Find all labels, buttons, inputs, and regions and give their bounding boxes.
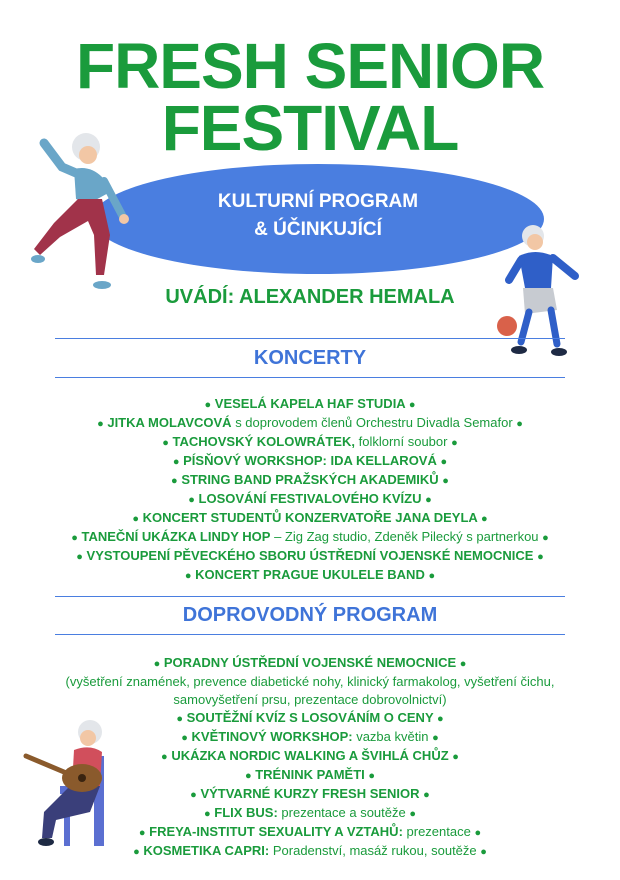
bullet-icon: ●	[537, 551, 544, 563]
list-item	[0, 785, 620, 804]
list-item	[0, 471, 620, 490]
divider	[55, 634, 565, 635]
list-item	[0, 528, 620, 547]
banner-line1: KULTURNÍ PROGRAM	[217, 191, 419, 212]
bullet-icon: ●	[184, 570, 192, 582]
bullet-icon: ●	[71, 532, 78, 544]
list-item	[0, 395, 620, 414]
item-detail: vazba květin	[352, 729, 429, 744]
bullet-icon: ●	[423, 789, 430, 801]
item-text: VESELÁ KAPELA HAF STUDIA	[214, 396, 406, 411]
item-detail: Poradenství, masáž rukou, soutěže	[269, 843, 477, 858]
bullet-icon: ●	[97, 418, 104, 430]
list-item	[0, 509, 620, 528]
item-text: TACHOVSKÝ KOLOWRÁTEK,	[172, 434, 355, 449]
bullet-icon: ●	[132, 513, 140, 525]
dancing-senior-woman-illustration	[30, 125, 138, 300]
festival-title-line1: FRESH SENIOR	[75, 30, 545, 102]
item-text: VYSTOUPENÍ PĚVECKÉHO SBORU ÚSTŘEDNÍ VOJENSKÉ NEMOCNICE	[86, 548, 534, 563]
bullet-icon: ●	[181, 732, 188, 744]
bullet-icon: ●	[516, 418, 523, 430]
list-item	[0, 452, 620, 471]
item-text: KONCERT PRAGUE UKULELE BAND	[195, 567, 425, 582]
list-item	[0, 823, 620, 842]
bullet-icon: ●	[190, 789, 197, 801]
list-item	[0, 842, 620, 861]
divider	[55, 338, 565, 339]
list-item	[0, 654, 620, 673]
list-item	[0, 566, 620, 585]
item-text: PÍSŇOVÝ WORKSHOP: IDA KELLAROVÁ	[183, 453, 437, 468]
bullet-icon: ●	[480, 513, 488, 525]
festival-title-line2: FESTIVAL	[161, 92, 459, 164]
banner-line2: & ÚČINKUJÍCÍ	[254, 219, 382, 240]
item-text: KOSMETIKA CAPRI:	[143, 843, 270, 858]
list-item	[0, 728, 620, 747]
bullet-icon: ●	[162, 437, 169, 449]
item-text: SOUTĚŽNÍ KVÍZ S LOSOVÁNÍM O CENY	[186, 710, 434, 725]
bullet-icon: ●	[432, 732, 439, 744]
list-item	[0, 433, 620, 452]
bullet-icon: ●	[474, 827, 482, 839]
bullet-icon: ●	[459, 658, 467, 670]
list-item	[0, 490, 620, 509]
bullet-icon: ●	[428, 570, 436, 582]
bullet-icon: ●	[244, 770, 252, 782]
item-text: VÝTVARNÉ KURZY FRESH SENIOR	[200, 786, 420, 801]
list-item	[0, 766, 620, 785]
bullet-icon: ●	[176, 713, 183, 725]
bullet-icon: ●	[153, 658, 161, 670]
bullet-icon: ●	[442, 475, 449, 487]
bullet-icon: ●	[133, 846, 140, 858]
concerts-list	[0, 395, 620, 585]
bullet-icon: ●	[409, 808, 417, 820]
bullet-icon: ●	[161, 751, 168, 763]
item-text: LOSOVÁNÍ FESTIVALOVÉHO KVÍZU	[198, 491, 422, 506]
divider	[55, 596, 565, 597]
list-item	[0, 414, 620, 433]
list-item	[0, 547, 620, 566]
bullet-icon: ●	[368, 770, 376, 782]
host-line: UVÁDÍ: ALEXANDER HEMALA	[165, 286, 455, 308]
bullet-icon: ●	[480, 846, 487, 858]
item-text: JITKA MOLAVCOVÁ	[107, 415, 232, 430]
list-item	[0, 804, 620, 823]
bullet-icon: ●	[138, 827, 146, 839]
list-item	[0, 747, 620, 766]
list-item	[0, 709, 620, 728]
bullet-icon: ●	[203, 808, 211, 820]
item-text: PORADNY ÚSTŘEDNÍ VOJENSKÉ NEMOCNICE	[163, 655, 457, 670]
item-text: TRÉNINK PAMĚTI	[255, 767, 365, 782]
item-text: STRING BAND PRAŽSKÝCH AKADEMIKŮ	[181, 472, 439, 487]
item-detail: prezentace a soutěže	[277, 805, 406, 820]
bullet-icon: ●	[204, 399, 212, 411]
bullet-icon: ●	[542, 532, 549, 544]
bullet-icon: ●	[425, 494, 432, 506]
item-text: TANEČNÍ UKÁZKA LINDY HOP	[81, 529, 271, 544]
program-banner-text	[92, 188, 544, 244]
program-list	[0, 654, 620, 861]
item-text: FLIX BUS:	[214, 805, 278, 820]
bullet-icon: ●	[76, 551, 83, 563]
item-detail: prezentace	[402, 824, 471, 839]
divider	[55, 377, 565, 378]
bullet-icon: ●	[172, 456, 180, 468]
item-note: (vyšetření znamének, prevence diabetické nohy, klinický farmakolog, vyšetření čichu,	[65, 674, 555, 689]
bullet-icon: ●	[171, 475, 178, 487]
bullet-icon: ●	[440, 456, 448, 468]
item-text: KVĚTINOVÝ WORKSHOP:	[191, 729, 353, 744]
item-text: KONCERT STUDENTŮ KONZERVATOŘE JANA DEYLA	[142, 510, 478, 525]
item-note: samovyšetření prsu, prezentace dobrovolnictví)	[173, 692, 447, 707]
bullet-icon: ●	[408, 399, 416, 411]
item-detail: s doprovodem členů Orchestru Divadla Semafor	[231, 415, 513, 430]
item-detail: folklorní soubor	[354, 434, 448, 449]
bullet-icon: ●	[451, 437, 458, 449]
concerts-heading: KONCERTY	[253, 347, 367, 369]
item-text: UKÁZKA NORDIC WALKING A ŠVIHLÁ CHŮZ	[171, 748, 449, 763]
item-text: FREYA-INSTITUT SEXUALITY A VZTAHŮ:	[149, 824, 403, 839]
bullet-icon: ●	[188, 494, 195, 506]
item-detail: – Zig Zag studio, Zdeněk Pilecký s partnerkou	[270, 529, 539, 544]
bullet-icon: ●	[437, 713, 444, 725]
program-heading: DOPROVODNÝ PROGRAM	[182, 604, 438, 626]
bullet-icon: ●	[452, 751, 459, 763]
